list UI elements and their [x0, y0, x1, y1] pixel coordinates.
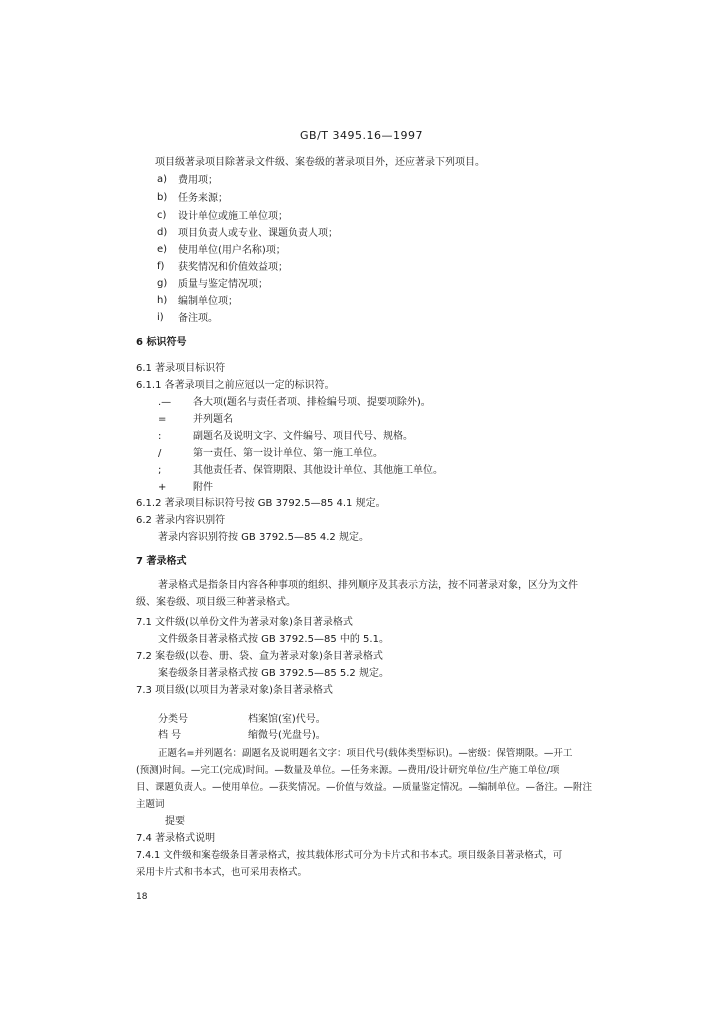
list-key: i)	[157, 312, 164, 323]
format-value: 档案馆(室)代号。	[248, 714, 326, 725]
section-7-4-1-line: 7.4.1 文件级和案卷级条目著录格式，按其载体形式可分为卡片式和书本式。项目级条目著录格式，可	[136, 850, 563, 861]
section-7-2-body: 案卷级条目著录格式按 GB 3792.5—85 5.2 规定。	[158, 668, 389, 679]
list-key: b)	[157, 192, 168, 203]
section-7-4-1-line: 采用卡片式和书本式，也可采用表格式。	[136, 867, 308, 878]
page-number: 18	[136, 892, 148, 902]
list-key: g)	[157, 278, 168, 289]
list-key: h)	[157, 295, 168, 306]
list-item: 质量与鉴定情况项；	[178, 279, 268, 290]
section-6-1-2-text: 6.1.2 著录项目标识符号按 GB 3792.5—85 4.1 规定。	[136, 498, 386, 509]
symbol: :	[158, 431, 162, 442]
format-label: 分类号	[158, 714, 188, 725]
format-line: 目、课题负责人。—使用单位。—获奖情况。—价值与效益。—质量鉴定情况。—编制单位。—备注。—附注	[136, 782, 593, 793]
symbol-desc: 附件	[193, 482, 213, 493]
format-line: 主题词	[136, 799, 165, 810]
format-value: 缩微号(光盘号)。	[248, 730, 326, 741]
section-6-1-1-text: 6.1.1 各著录项目之前应冠以一定的标识符。	[136, 380, 335, 391]
page-header: GB/T 3495.16—1997	[300, 129, 423, 142]
section-7-para-line: 著录格式是指条目内容各种事项的组织、排列顺序及其表示方法，按不同著录对象，区分为文件	[158, 580, 578, 591]
format-abstract: 提要	[165, 816, 185, 827]
symbol: /	[158, 448, 162, 459]
list-item: 编制单位项；	[178, 296, 238, 307]
section-6-2-body: 著录内容识别符按 GB 3792.5—85 4.2 规定。	[158, 532, 369, 543]
symbol-desc: 第一责任、第一设计单位、第一施工单位。	[193, 448, 383, 459]
format-line: (预测)时间。—完工(完成)时间。—数量及单位。—任务来源。—费用/设计研究单位/生产施工单位/项	[136, 765, 560, 776]
list-item: 获奖情况和价值效益项；	[178, 262, 288, 273]
list-item: 使用单位(用户名称)项；	[178, 245, 286, 256]
list-item: 费用项；	[178, 175, 218, 186]
symbol: =	[158, 414, 167, 425]
symbol-desc: 其他责任者、保管期限、其他设计单位、其他施工单位。	[193, 465, 443, 476]
symbol: .—	[158, 397, 172, 408]
list-item: 项目负责人或专业、课题负责人项；	[178, 228, 338, 239]
section-7-2-heading: 7.2 案卷级(以卷、册、袋、盒为著录对象)条目著录格式	[136, 651, 383, 662]
list-item: 备注项。	[178, 313, 218, 324]
format-label: 档 号	[158, 730, 182, 741]
list-key: a)	[157, 174, 168, 185]
symbol-desc: 各大项(题名与责任者项、排检编号项、提要项除外)。	[193, 397, 431, 408]
section-7-heading: 7 著录格式	[136, 556, 187, 567]
list-key: e)	[157, 244, 168, 255]
section-7-3-heading: 7.3 项目级(以项目为著录对象)条目著录格式	[136, 685, 333, 696]
symbol-desc: 副题名及说明文字、文件编号、项目代号、规格。	[193, 431, 413, 442]
symbol: +	[158, 482, 167, 493]
section-7-para-line: 级、案卷级、项目级三种著录格式。	[136, 597, 296, 608]
format-line: 正题名=并列题名：副题名及说明题名文字：项目代号(载体类型标识)。—密级：保管期限。—开工	[158, 748, 573, 759]
section-6-2-heading: 6.2 著录内容识别符	[136, 515, 226, 526]
section-7-4-heading: 7.4 著录格式说明	[136, 833, 216, 844]
list-item: 任务来源；	[178, 193, 228, 204]
list-key: f)	[157, 261, 165, 272]
symbol-desc: 并列题名	[193, 414, 233, 425]
list-item: 设计单位或施工单位项；	[178, 211, 288, 222]
section-7-1-heading: 7.1 文件级(以单份文件为著录对象)条目著录格式	[136, 617, 353, 628]
section-7-1-body: 文件级条目著录格式按 GB 3792.5—85 中的 5.1。	[158, 634, 389, 645]
symbol: ;	[158, 465, 162, 476]
intro-text: 项目级著录项目除著录文件级、案卷级的著录项目外，还应著录下列项目。	[155, 157, 485, 168]
list-key: c)	[157, 210, 167, 221]
list-key: d)	[157, 227, 168, 238]
section-6-1-heading: 6.1 著录项目标识符	[136, 363, 226, 374]
section-6-heading: 6 标识符号	[136, 337, 187, 348]
